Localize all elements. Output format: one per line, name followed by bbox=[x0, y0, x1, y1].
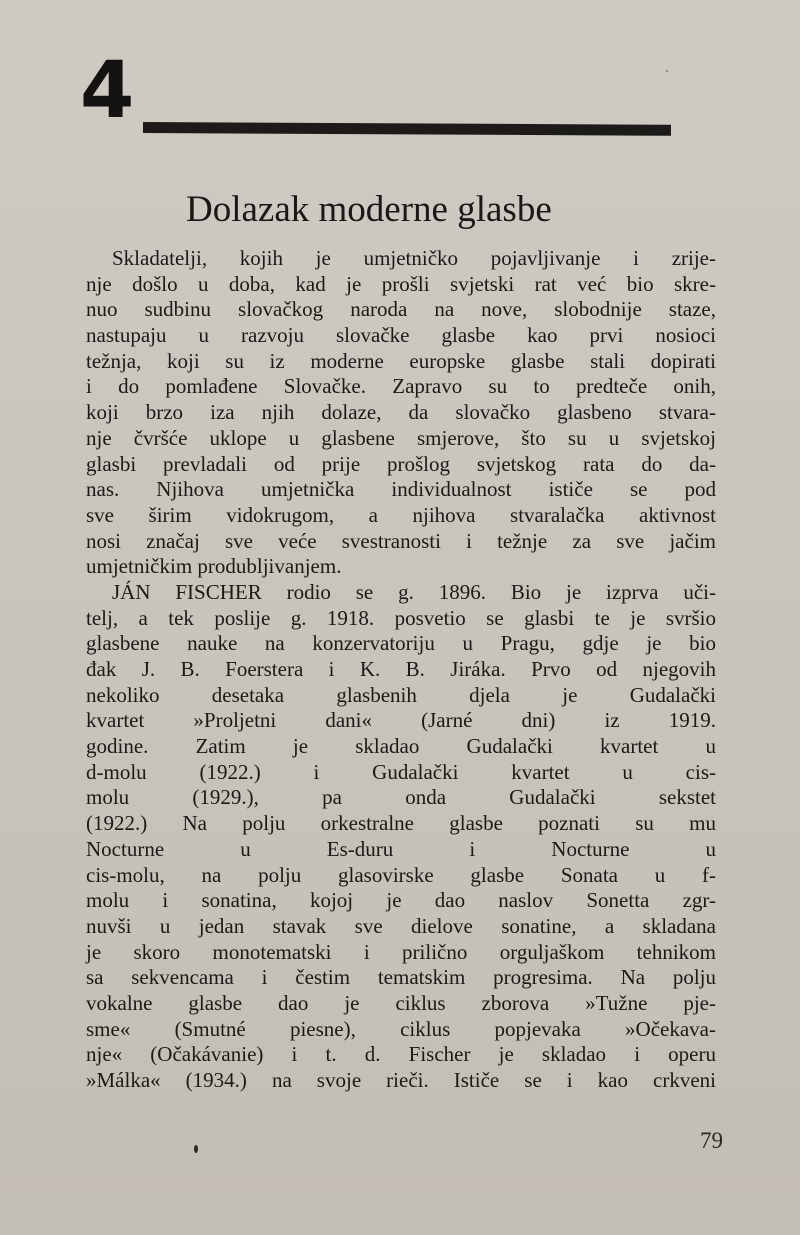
text-line: vokalne glasbe dao je ciklus zborova »Tužne pje- bbox=[86, 990, 716, 1015]
chapter-title: Dolazak moderne glasbe bbox=[186, 189, 552, 230]
text-line: koji brzo iza njih dolaze, da slovačko glasbeno stvara- bbox=[86, 400, 716, 425]
text-line: nuo sudbinu slovačkog naroda na nove, slobodnije staze, bbox=[86, 297, 716, 322]
text-line: d-molu (1922.) i Gudalački kvartet u cis- bbox=[86, 759, 716, 784]
text-line: i do pomlađene Slovačke. Zapravo su to predteče onih, bbox=[86, 374, 716, 399]
text-line: sa sekvencama i čestim tematskim progresima. Na polju bbox=[86, 965, 716, 990]
text-line: nosi značaj sve veće svestranosti i težnje za sve jačim bbox=[86, 528, 716, 553]
text-line: đak J. B. Foerstera i K. B. Jiráka. Prvo od njegovih bbox=[86, 657, 716, 681]
page-number: 79 bbox=[700, 1128, 723, 1153]
ink-speck bbox=[666, 70, 668, 72]
text-line: godine. Zatim je skladao Gudalački kvartet u bbox=[86, 734, 716, 759]
text-line: nje došlo u doba, kad je prošli svjetski rat već bio skre- bbox=[86, 271, 716, 296]
text-line: sme« (Smutné piesne), ciklus popjevaka »Očekava- bbox=[86, 1016, 716, 1041]
text-line: težnja, koji su iz moderne europske glasbe stali dopirati bbox=[86, 348, 716, 373]
text-line: JÁN FISCHER rodio se g. 1896. Bio je izprva uči- bbox=[112, 579, 716, 604]
chapter-rule bbox=[143, 122, 671, 136]
text-line: (1922.) Na polju orkestralne glasbe poznati su mu bbox=[86, 811, 716, 836]
text-line: cis-molu, na polju glasovirske glasbe Sonata u f- bbox=[86, 862, 716, 887]
text-line: umjetničkim produbljivanjem. bbox=[86, 554, 342, 579]
text-line: kvartet »Proljetni dani« (Jarné dni) iz 1919. bbox=[86, 708, 716, 733]
ink-speck bbox=[194, 1145, 198, 1153]
body-text bbox=[86, 246, 716, 1094]
chapter-number: 4 bbox=[80, 46, 133, 136]
text-line: nuvši u jedan stavak sve dielove sonatine, a skladana bbox=[86, 913, 716, 938]
text-line: nje« (Očakávanie) i t. d. Fischer je skladao i operu bbox=[86, 1042, 716, 1067]
text-line: nas. Njihova umjetnička individualnost ističe se pod bbox=[86, 477, 716, 502]
text-line: nekoliko desetaka glasbenih djela je Gudalački bbox=[86, 682, 716, 707]
text-line: »Málka« (1934.) na svoje rieči. Ističe se i kao crkveni bbox=[86, 1068, 716, 1092]
text-line: telj, a tek poslije g. 1918. posvetio se glasbi te je svršio bbox=[86, 605, 716, 630]
text-line: glasbene nauke na konzervatoriju u Pragu, gdje je bio bbox=[86, 631, 716, 656]
text-line: glasbi prevladali od prije prošlog svjetskog rata do da- bbox=[86, 451, 716, 476]
text-line: sve širim vidokrugom, a njihova stvaralačka aktivnost bbox=[86, 502, 716, 527]
text-line: nje čvršće uklope u glasbene smjerove, što su u svjetskoj bbox=[86, 425, 716, 450]
text-line: molu (1929.), pa onda Gudalački sekstet bbox=[86, 785, 716, 810]
text-line: je skoro monotematski i prilično orguljaškom tehnikom bbox=[86, 939, 716, 964]
text-line: Skladatelji, kojih je umjetničko pojavljivanje i zrije- bbox=[112, 246, 716, 270]
text-line: Nocturne u Es-duru i Nocturne u bbox=[86, 836, 716, 861]
text-line: molu i sonatina, kojoj je dao naslov Sonetta zgr- bbox=[86, 888, 716, 913]
text-line: nastupaju u razvoju slovačke glasbe kao prvi nosioci bbox=[86, 323, 716, 348]
